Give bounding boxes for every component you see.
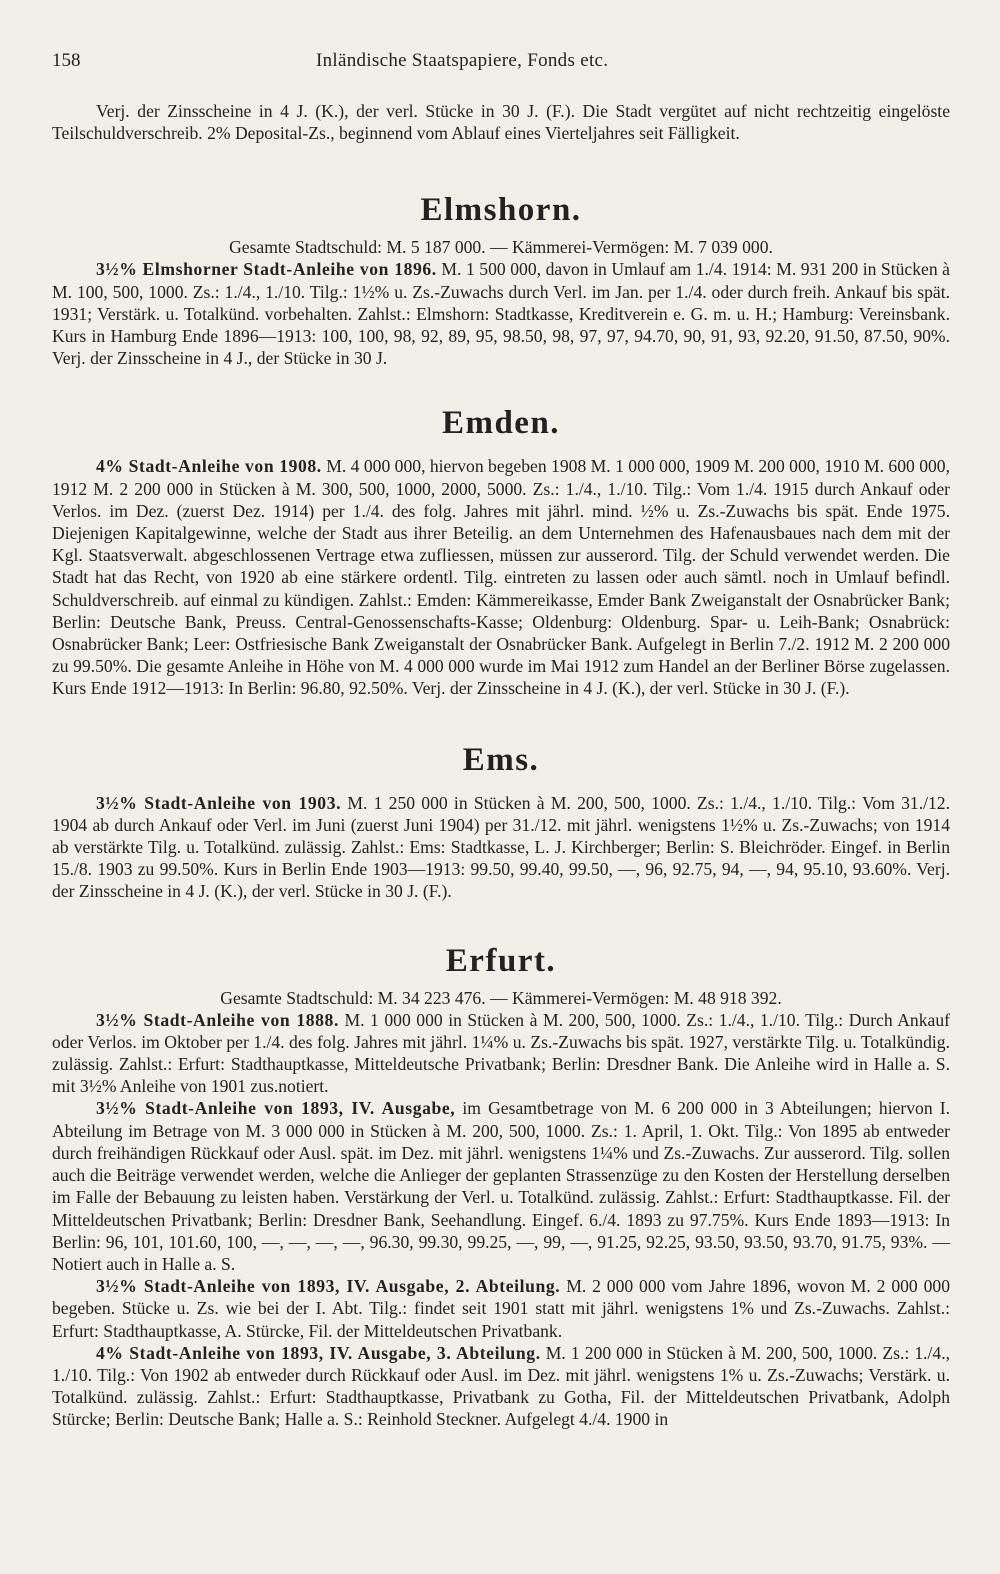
section-title-erfurt: Erfurt. [445, 942, 557, 979]
running-title: Inländische Staatspapiere, Fonds etc. [316, 50, 609, 71]
entry-paragraph [52, 1097, 950, 1275]
section-summary-erfurt: Gesamte Stadtschuld: M. 34 223 476. — Kämmerei-Vermögen: M. 48 918 392. [220, 987, 782, 1008]
entry-paragraph [52, 455, 950, 699]
entry-text: M. 1 250 000 in Stücken à M. 200, 500, 1000. Zs.: 1./4., 1./10. Tilg.: Vom 31./12. 1904 ab durch Ankauf oder Verl. im Juni (zuerst Juni 1904) per 31./12. mit jährl. wenigstens 1½% u. Zs.-Zuwachs; von 1914 ab verstärkte Tilg. u. Totalkünd. zulässig. Zahlst.: Ems: Stadtkasse, L. J. Kirchberger; Berlin: S. Bleichröder. Eingef. in Berlin 15./8. 1903 zu 99.50%. Kurs in Berlin Ende 1903—1913: 99.50, 99.40, 99.50, —, 96, 92.75, 94, —, 94, 95.10, 93.60%. Verj. der Zinsscheine in 4 J. (K.), der verl. Stücke in 30 J. (F.). [52, 792, 950, 902]
entry-heading: 3½% Stadt-Anleihe von 1903. [96, 792, 342, 813]
intro-paragraph: Verj. der Zinsscheine in 4 J. (K.), der verl. Stücke in 30 J. (F.). Die Stadt vergütet auf nicht rechtzeitig eingelöste Teilschuldverschreib. 2% Deposital-Zs., beginnend vom Ablauf eines Vierteljahres seit Fälligkeit. [52, 101, 950, 144]
entry-text: M. 4 000 000, hiervon begeben 1908 M. 1 000 000, 1909 M. 200 000, 1910 M. 600 000, 1912 M. 2 200 000 in Stücken à M. 300, 500, 1000, 2000, 5000. Zs.: 1./4., 1./10. Tilg.: Vom 1./4. 1915 durch Ankauf oder Verlos. im Dez. (zuerst Dez. 1914) per 1./4. des folg. Jahres mit jährl. mind. ½% u. Zs.-Zuwachs bis spät. Ende 1975. Diejenigen Kapitalgewinne, welche der Stadt aus ihrer Beteilig. an dem Unternehmen des Hafenausbaues nach dem mit der Kgl. Staatsverwalt. abgeschlossenen Vertrage etwa zufliessen, müssen zur ausserord. Tilg. der Schuld verwendet werden. Die Stadt hat das Recht, von 1920 ab eine stärkere ordentl. Tilg. eintreten zu lassen oder auch sämtl. noch in Umlauf befindl. Schuldverschreib. auf einmal zu kündigen. Zahlst.: Emden: Kämmereikasse, Emder Bank Zweiganstalt der Osnabrücker Bank; Berlin: Deutsche Bank, Preuss. Central-Genossenschafts-Kasse; Oldenburg: Oldenburg. Spar- u. Leih-Bank; Osnabrück: Osnabrücker Bank; Leer: Ostfriesische Bank Zweiganstalt der Osnabrücker Bank. Aufgelegt in Berlin 7./2. 1912 M. 2 200 000 zu 99.50%. Die gesamte Anleihe in Höhe von M. 4 000 000 wurde im Mai 1912 zum Handel an der Berliner Börse zugelassen. Kurs Ende 1912—1913: In Berlin: 96.80, 92.50%. Verj. der Zinsscheine in 4 J. (K.), der verl. Stücke in 30 J. (F.). [52, 456, 950, 699]
entry-heading: 4% Stadt-Anleihe von 1893, IV. Ausgabe, 3. Abteilung. [96, 1342, 541, 1363]
entry-paragraph [52, 792, 950, 903]
entry-heading: 3½% Stadt-Anleihe von 1893, IV. Ausgabe, 2. Abteilung. [96, 1276, 561, 1297]
section-summary-elmshorn: Gesamte Stadtschuld: M. 5 187 000. — Kämmerei-Vermögen: M. 7 039 000. [229, 237, 773, 258]
entry-paragraph [52, 1275, 950, 1342]
entry-text: M. 1 000 000 in Stücken à M. 200, 500, 1000. Zs.: 1./4., 1./10. Tilg.: Durch Ankauf oder Verlos. im Oktober per 1./4. des folg. Jahres mit jährl. 1¼% u. Zs.-Zuwachs bis spät. 1927, verstärkte Tilg. u. Totalkündig. zulässig. Zahlst.: Erfurt: Stadthauptkasse, Mitteldeutsche Privatbank; Berlin: Dresdner Bank. Die Anleihe wird in Halle a. S. mit 3½% Anleihe von 1901 zus.notiert. [52, 1009, 950, 1097]
page-number: 158 [52, 50, 81, 71]
entry-heading: 3½% Stadt-Anleihe von 1888. [96, 1009, 339, 1030]
page-content [52, 100, 950, 1431]
section-title-elmshorn: Elmshorn. [420, 192, 582, 229]
entry-text: M. 2 000 000 vom Jahre 1896, wovon M. 2 000 000 begeben. Stücke u. Zs. wie bei der I. Abt. Tilg.: findet seit 1901 statt mit jährl. wenigstens 1% und Zs.-Zuwachs. Zahlst.: Erfurt: Stadthauptkasse, A. Stürcke, Fil. der Mitteldeutschen Privatbank. [52, 1276, 950, 1341]
section-title-emden: Emden. [441, 405, 561, 442]
entry-text: im Gesamtbetrage von M. 6 200 000 in 3 Abteilungen; hiervon I. Abteilung im Betrage von M. 3 000 000 in Stücken à M. 200, 500, 1000. Zs.: 1. April, 1. Okt. Tilg.: Von 1895 ab entweder durch freihändigen Rückkauf oder Ausl. spät. im Dez. mit jährl. wenigstens 1¼% und Zs.-Zuwachs. Zur ausserord. Tilg. sollen auch die Beiträge verwendet werden, welche die Anlieger der geplanten Strassenzüge zu den Kosten der Herstellung derselben im Falle der Bebauung zu leisten haben. Verstärkung der Verl. u. Totalkünd. zulässig. Zahlst.: Erfurt: Stadthauptkasse. Fil. der Mitteldeutschen Privatbank; Berlin: Dresdner Bank, Seehandlung. Eingef. 6./4. 1893 zu 97.75%. Kurs Ende 1893—1913: In Berlin: 96, 101, 101.60, 100, —, —, —, —, 96.30, 99.30, 99.25, —, 99, —, 91.25, 92.25, 93.50, 93.50, 93.70, 91.75, 93%. — Notiert auch in Halle a. S. [52, 1098, 950, 1274]
entry-paragraph [52, 1342, 950, 1431]
entry-paragraph [52, 258, 950, 369]
entry-heading: 4% Stadt-Anleihe von 1908. [96, 456, 322, 477]
entry-text: M. 1 200 000 in Stücken à M. 200, 500, 1000. Zs.: 1./4., 1./10. Tilg.: Von 1902 ab entweder durch Rückkauf oder Ausl. im Dez. mit jährl. wenigstens 1% u. Zs.-Zuwachs; Verstärk. u. Totalkünd. zulässig. Zahlst.: Erfurt: Stadthauptkasse, Privatbank zu Gotha, Fil. der Mitteldeutschen Privatbank, Adolph Stürcke; Berlin: Deutsche Bank; Halle a. S.: Reinhold Steckner. Aufgelegt 4./4. 1900 in [52, 1342, 950, 1430]
section-title-ems: Ems. [462, 741, 540, 778]
entry-text: M. 1 500 000, davon in Umlauf am 1./4. 1914: M. 931 200 in Stücken à M. 100, 500, 1000. Zs.: 1./4., 1./10. Tilg.: 1½% u. Zs.-Zuwachs durch Verl. im Jan. per 1./4. oder durch freih. Ankauf bis spät. 1931; Verstärk. u. Totalkünd. vorbehalten. Zahlst.: Elmshorn: Stadtkasse, Kreditverein e. G. m. u. H.; Hamburg: Vereinsbank. Kurs in Hamburg Ende 1896—1913: 100, 100, 98, 92, 89, 95, 98.50, 98, 97, 97, 94.70, 90, 91, 93, 92.20, 91.50, 87.50, 90%. Verj. der Zinsscheine in 4 J., der Stücke in 30 J. [52, 259, 950, 369]
entry-heading: 3½% Stadt-Anleihe von 1893, IV. Ausgabe, [96, 1098, 456, 1119]
running-header [52, 50, 950, 80]
entry-heading: 3½% Elmshorner Stadt-Anleihe von 1896. [96, 259, 437, 280]
entry-paragraph [52, 1009, 950, 1098]
